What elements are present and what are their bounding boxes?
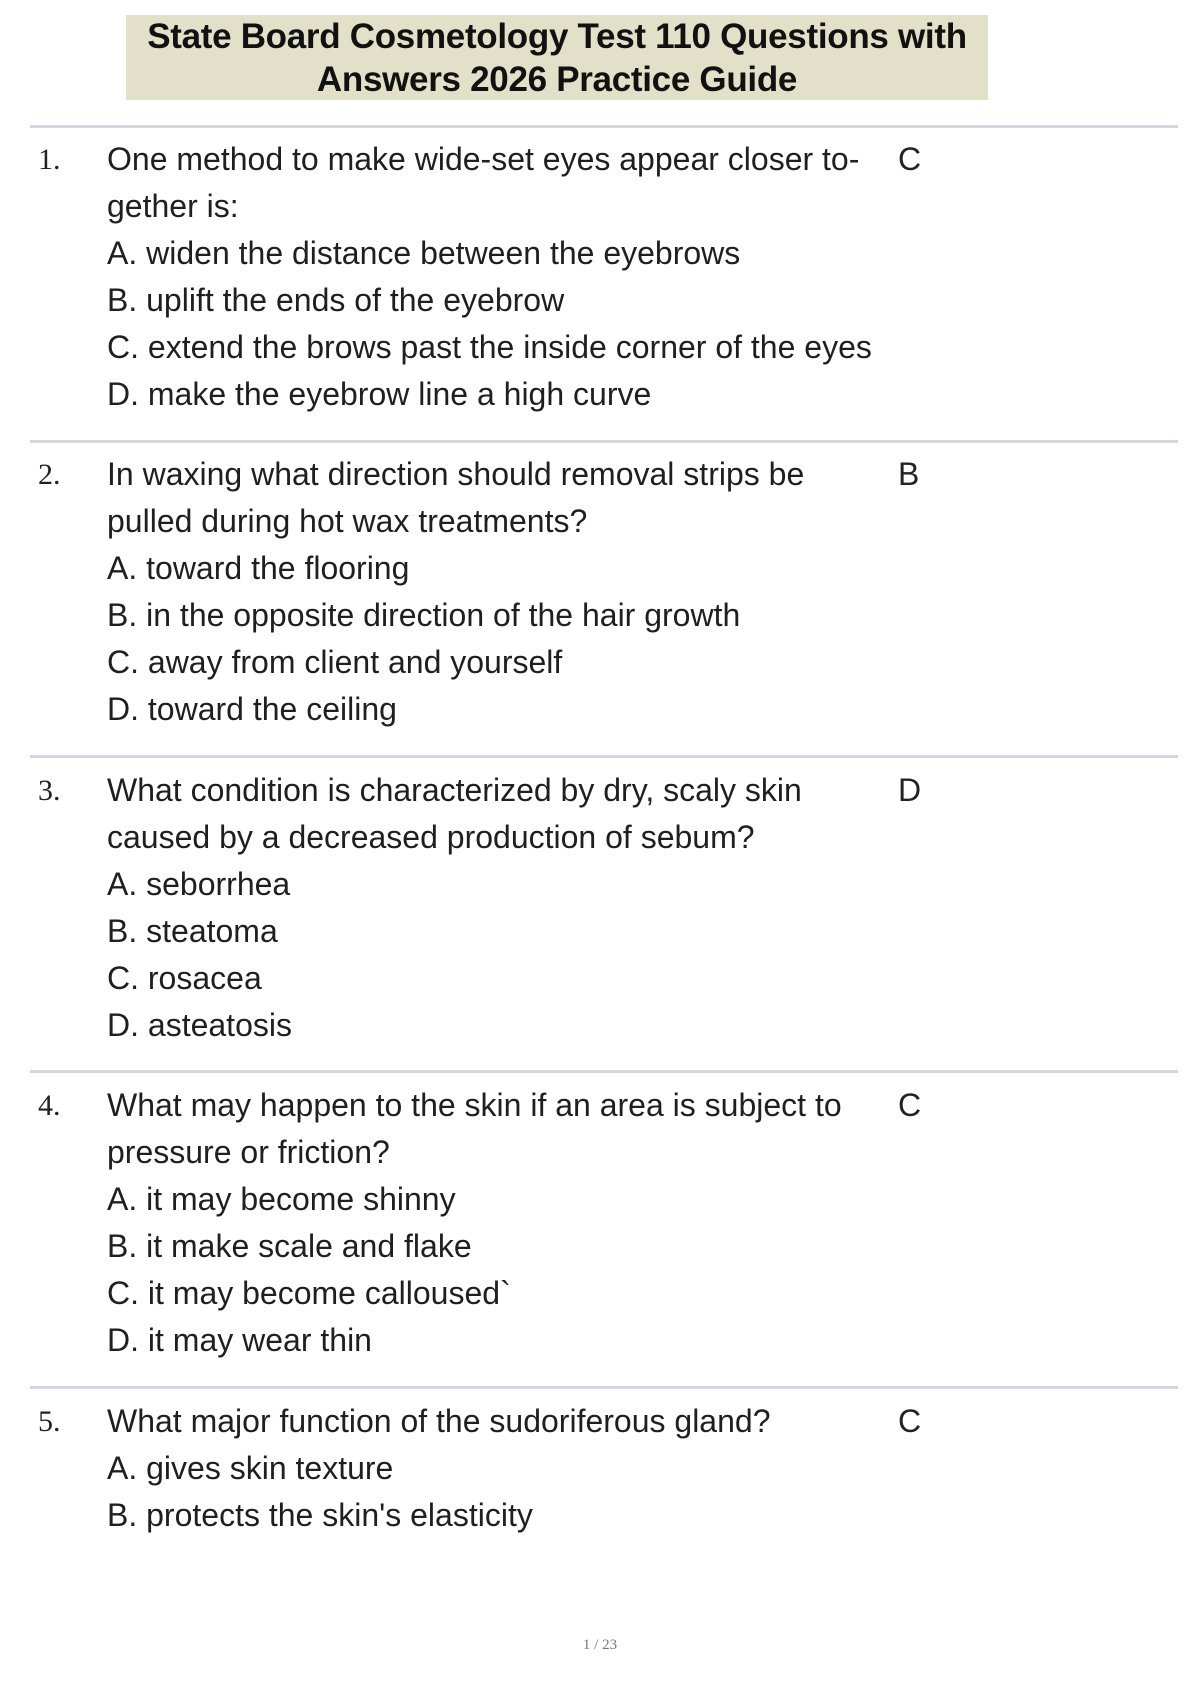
- document-title: [126, 15, 988, 100]
- question-text: gether is:: [107, 188, 239, 224]
- answer-option: D. it may wear thin: [107, 1322, 372, 1358]
- answer-option: D. toward the ceiling: [107, 691, 397, 727]
- divider: [30, 125, 1178, 128]
- divider: [30, 755, 1178, 758]
- question-body: [107, 451, 892, 733]
- question-body: [107, 1082, 892, 1364]
- question-number: 2.: [38, 458, 61, 491]
- question-body: [107, 1398, 892, 1539]
- question-number: 5.: [38, 1405, 61, 1438]
- correct-answer: D: [898, 772, 922, 808]
- answer-option: A. toward the flooring: [107, 550, 410, 586]
- title-line: Answers 2026 Practice Guide: [316, 59, 798, 99]
- divider: [30, 440, 1178, 443]
- answer-option: B. steatoma: [107, 913, 278, 949]
- page-number: 1 / 23: [582, 1637, 618, 1653]
- question-body: [107, 136, 892, 418]
- correct-answer: C: [898, 141, 922, 177]
- answer-option: A. gives skin texture: [107, 1450, 394, 1486]
- answer-option: A. it may become shinny: [107, 1181, 456, 1217]
- question-text: pressure or friction?: [107, 1134, 390, 1170]
- question-text: One method to make wide-set eyes appear closer to-: [107, 141, 860, 177]
- answer-option: B. it make scale and flake: [107, 1228, 472, 1264]
- answer-option: A. seborrhea: [107, 866, 291, 902]
- divider: [30, 1070, 1178, 1073]
- question-text: pulled during hot wax treatments?: [107, 503, 588, 539]
- question-text: What major function of the sudoriferous gland?: [107, 1403, 771, 1439]
- question-number: 4.: [38, 1089, 61, 1122]
- title-line: State Board Cosmetology Test 110 Questions with: [147, 16, 967, 56]
- question-number: 1.: [38, 143, 61, 176]
- divider: [30, 1386, 1178, 1389]
- answer-option: C. extend the brows past the inside corner of the eyes: [107, 329, 872, 365]
- answer-option: B. in the opposite direction of the hair growth: [107, 597, 741, 633]
- answer-option: A. widen the distance between the eyebrows: [107, 235, 741, 271]
- answer-option: C. rosacea: [107, 960, 262, 996]
- answer-option: B. uplift the ends of the eyebrow: [107, 282, 565, 318]
- answer-option: B. protects the skin's elasticity: [107, 1497, 533, 1533]
- answer-option: C. it may become calloused`: [107, 1275, 511, 1311]
- question-text: What may happen to the skin if an area is subject to: [107, 1087, 842, 1123]
- correct-answer: C: [898, 1087, 922, 1123]
- answer-option: D. make the eyebrow line a high curve: [107, 376, 652, 412]
- answer-option: C. away from client and yourself: [107, 644, 563, 680]
- answer-option: D. asteatosis: [107, 1007, 292, 1043]
- correct-answer: C: [898, 1403, 922, 1439]
- question-text: In waxing what direction should removal strips be: [107, 456, 805, 492]
- correct-answer: B: [898, 456, 920, 492]
- question-number: 3.: [38, 774, 61, 807]
- question-text: caused by a decreased production of sebum?: [107, 819, 755, 855]
- question-body: [107, 767, 892, 1049]
- question-text: What condition is characterized by dry, scaly skin: [107, 772, 802, 808]
